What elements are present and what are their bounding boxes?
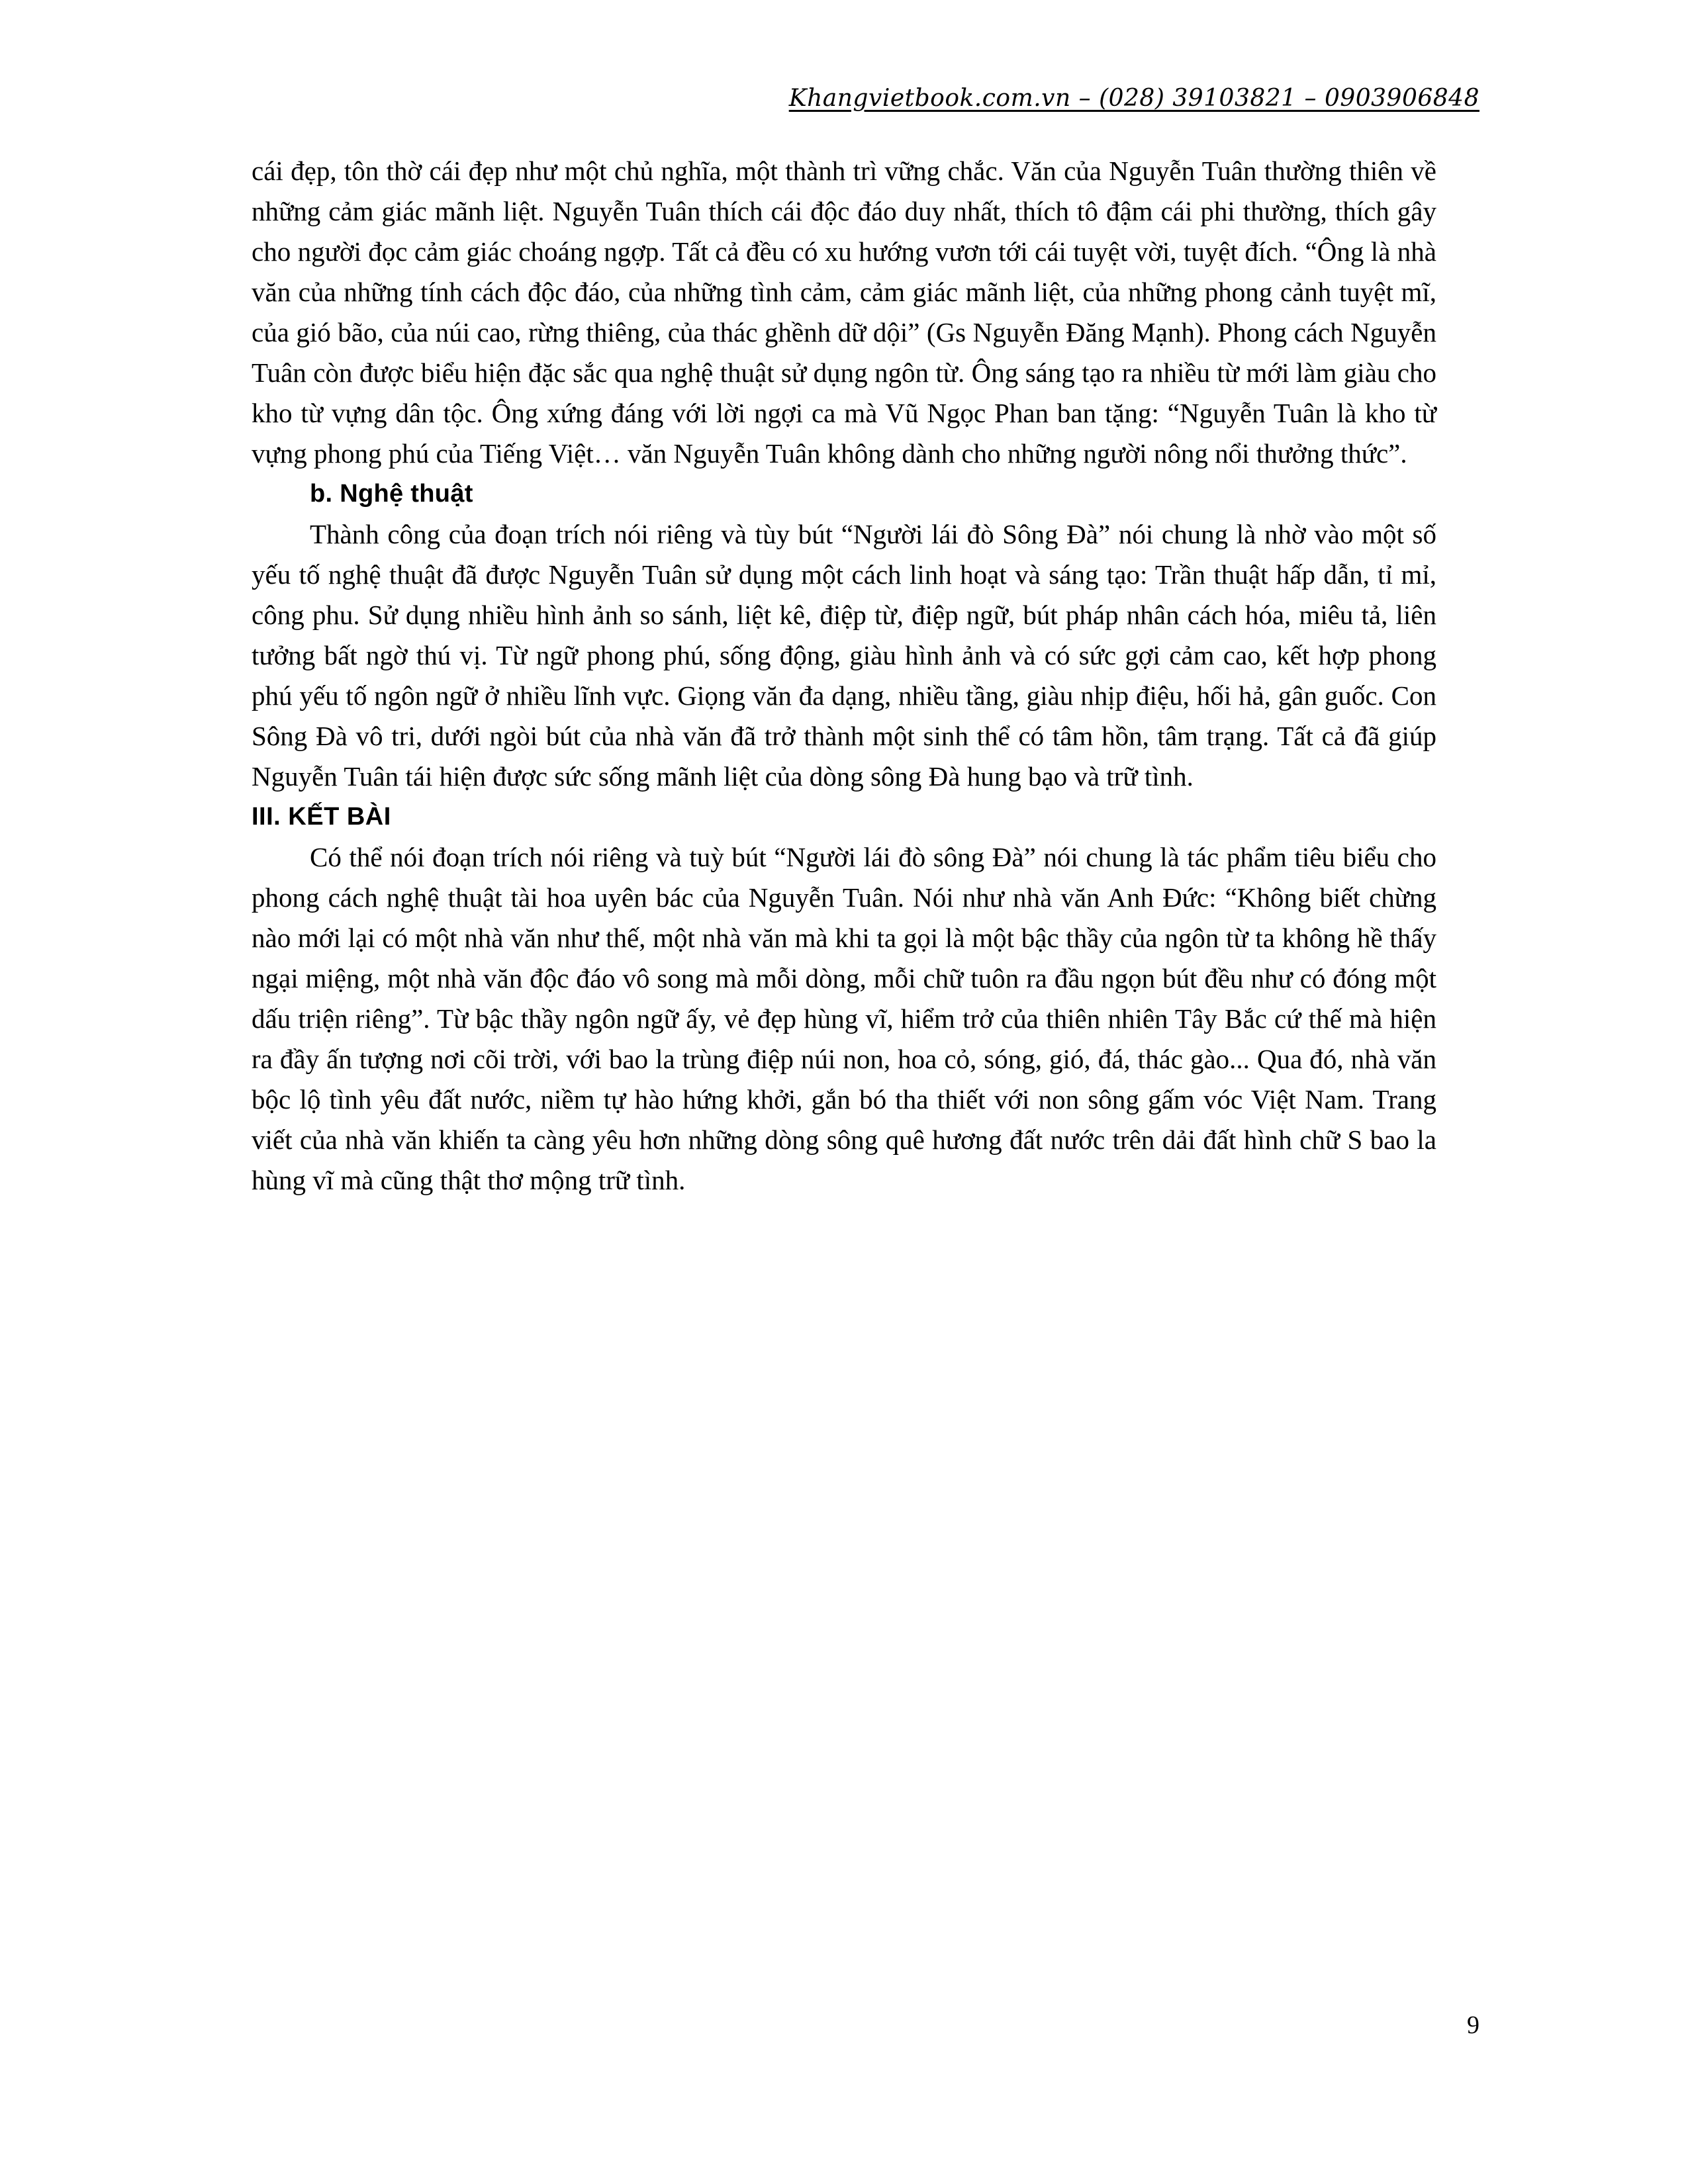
paragraph-nghe-thuat: Thành công của đoạn trích nói riêng và tùy bút “Người lái đò Sông Đà” nói chung là nhờ vào một số yếu tố nghệ thuật đã được Nguyễn Tuân sử dụng một cách linh hoạt và sáng tạo: Trần thuật hấp dẫn, tỉ mỉ, công phu. Sử dụng nhiều hình ảnh so sánh, liệt kê, điệp từ, điệp ngữ, bút pháp nhân cách hóa, miêu tả, liên tưởng bất ngờ thú vị. Từ ngữ phong phú, sống động, giàu hình ảnh và có sức gợi cảm cao, kết hợp phong phú yếu tố ngôn ngữ ở nhiều lĩnh vực. Giọng văn đa dạng, nhiều tầng, giàu nhịp điệu, hối hả, gân guốc. Con Sông Đà vô tri, dưới ngòi bút của nhà văn đã trở thành một sinh thể có tâm hồn, tâm trạng. Tất cả đã giúp Nguyễn Tuân tái hiện được sức sống mãnh liệt của dòng sông Đà hung bạo và trữ tình. (252, 519, 1436, 792)
document-body (252, 151, 1436, 1201)
paragraph-continued: cái đẹp, tôn thờ cái đẹp như một chủ nghĩa, một thành trì vững chắc. Văn của Nguyễn Tuân thường thiên về những cảm giác mãnh liệt. Nguyễn Tuân thích cái độc đáo duy nhất, thích tô đậm cái phi thường, thích gây cho người đọc cảm giác choáng ngợp. Tất cả đều có xu hướng vươn tới cái tuyệt vời, tuyệt đích. “Ông là nhà văn của những tính cách độc đáo, của những tình cảm, cảm giác mãnh liệt, của những phong cảnh tuyệt mĩ, của gió bão, của núi cao, rừng thiêng, của thác ghềnh dữ dội” (Gs Nguyễn Đăng Mạnh). Phong cách Nguyễn Tuân còn được biểu hiện đặc sắc qua nghệ thuật sử dụng ngôn từ. Ông sáng tạo ra nhiều từ mới làm giàu cho kho từ vựng dân tộc. Ông xứng đáng với lời ngợi ca mà Vũ Ngọc Phan ban tặng: “Nguyễn Tuân là kho từ vựng phong phú của Tiếng Việt… văn Nguyễn Tuân không dành cho những người nông nổi thưởng thức”. (252, 156, 1436, 469)
paragraph-ket-bai: Có thể nói đoạn trích nói riêng và tuỳ bút “Người lái đò sông Đà” nói chung là tác phẩm tiêu biểu cho phong cách nghệ thuật tài hoa uyên bác của Nguyễn Tuân. Nói như nhà văn Anh Đức: “Không biết chừng nào mới lại có một nhà văn như thế, một nhà văn mà khi ta gọi là một bậc thầy của ngôn từ ta không hề thấy ngại miệng, một nhà văn độc đáo vô song mà mỗi dòng, mỗi chữ tuôn ra đầu ngọn bút đều như có đóng một dấu triện riêng”. Từ bậc thầy ngôn ngữ ấy, vẻ đẹp hùng vĩ, hiểm trở của thiên nhiên Tây Bắc cứ thế mà hiện ra đầy ấn tượng nơi cõi trời, với bao la trùng điệp núi non, hoa cỏ, sóng, gió, đá, thác gào... Qua đó, nhà văn bộc lộ tình yêu đất nước, niềm tự hào hứng khởi, gắn bó tha thiết với non sông gấm vóc Việt Nam. Trang viết của nhà văn khiến ta càng yêu hơn những dòng sông quê hương đất nước trên dải đất hình chữ S bao la hùng vĩ mà cũng thật thơ mộng trữ tình. (252, 842, 1436, 1195)
section-heading-ket-bai: III. KẾT BÀI (252, 803, 391, 831)
page-header: Khangvietbook.com.vn – (028) 39103821 – 0903906848 (788, 85, 1479, 112)
sub-heading-nghe-thuat: b. Nghệ thuật (310, 480, 473, 508)
page-number: 9 (1467, 2011, 1479, 2039)
